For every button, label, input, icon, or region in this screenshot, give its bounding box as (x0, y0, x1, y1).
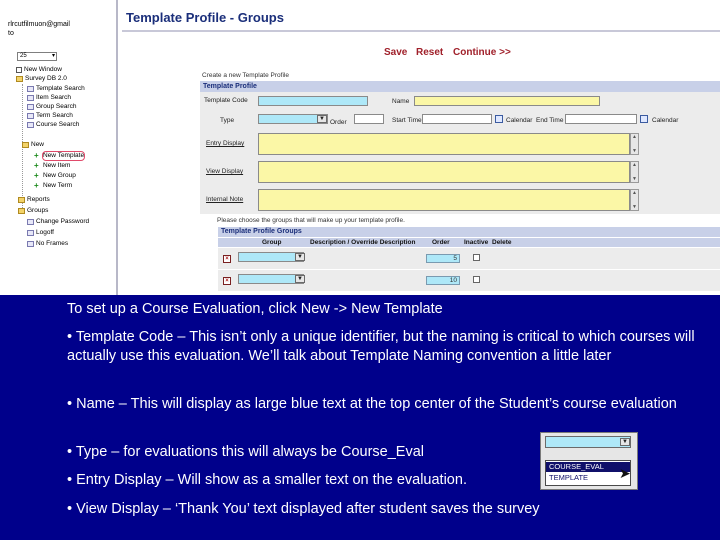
groups-caption: Please choose the groups that will make up your template profile. (217, 217, 405, 224)
column-inactive: Inactive (464, 239, 489, 246)
option-course-eval[interactable]: COURSE_EVAL (546, 462, 630, 472)
option-template[interactable]: TEMPLATE (549, 473, 589, 482)
tree-item-label: New Group (43, 172, 76, 179)
user-line-2: to (8, 30, 14, 37)
bullet-view-display: • View Display – ‘Thank You’ text displayed after student saves the survey (67, 501, 540, 517)
folder-open-icon (22, 142, 29, 148)
save-link[interactable]: Save (384, 47, 408, 58)
tree-item-label: Template Search (36, 85, 85, 92)
start-time-input[interactable] (422, 114, 492, 124)
chevron-down-icon[interactable]: ▼ (620, 438, 630, 446)
tree-item-label: New (31, 141, 45, 148)
order-input[interactable]: 10 (426, 276, 460, 285)
tree-item-new-window[interactable] (16, 66, 62, 74)
page-size-select[interactable]: 25 ▾ (17, 52, 57, 61)
plus-icon: + (34, 181, 39, 190)
tree-item-new[interactable] (22, 141, 44, 149)
tree-connector (22, 84, 23, 214)
tree-item-label: No Frames (36, 240, 69, 247)
type-select[interactable] (545, 436, 631, 448)
main-panel (118, 0, 720, 295)
tree-item-groups[interactable] (18, 207, 48, 215)
entry-display-label: Entry Display (206, 140, 245, 147)
column-description: Description / Override Description (310, 239, 416, 246)
view-display-textarea[interactable] (258, 161, 630, 183)
internal-note-label: Internal Note (206, 196, 244, 203)
tree-item-label: New Template (43, 152, 85, 159)
type-label: Type (220, 117, 235, 124)
search-page-icon (27, 86, 34, 92)
plus-icon: + (34, 171, 39, 180)
scrollbar[interactable] (630, 161, 639, 183)
tree-item-label: Change Password (36, 218, 90, 225)
groups-column-headers (218, 237, 720, 247)
tree-item-new-group[interactable] (34, 172, 76, 180)
entry-display-textarea[interactable] (258, 133, 630, 155)
continue-link[interactable]: Continue >> (453, 47, 511, 58)
order-input[interactable] (354, 114, 384, 124)
calendar-icon[interactable] (640, 115, 648, 123)
tree-item-term-search[interactable] (27, 112, 73, 120)
tree-item-course-search[interactable] (27, 121, 79, 129)
template-code-label: Template Code (204, 97, 248, 104)
tree-item-label: Group Search (36, 103, 77, 110)
tree-item-new-term[interactable] (34, 182, 72, 190)
tree-item-change-password[interactable] (27, 218, 89, 226)
page-title: Template Profile - Groups (126, 10, 284, 25)
type-dropdown-inset (540, 432, 638, 490)
plus-icon: + (34, 151, 39, 160)
user-line-1: rlrcutfilmuon@gmail (8, 21, 70, 28)
chevron-down-icon[interactable]: ▼ (317, 115, 327, 123)
search-page-icon (27, 95, 34, 101)
view-display-label: View Display (206, 168, 244, 175)
template-profile-header: Template Profile (200, 81, 720, 92)
bullet-entry-display: • Entry Display – Will show as a smaller text on the evaluation. (67, 472, 467, 488)
tree-item-label: Term Search (36, 112, 73, 119)
template-profile-form (200, 92, 720, 214)
table-row (218, 247, 720, 269)
calendar-label[interactable]: Calendar (652, 117, 679, 124)
name-label: Name (392, 98, 410, 105)
tree-item-label: Groups (27, 207, 49, 214)
tree-item-label: Item Search (36, 94, 72, 101)
title-divider (122, 30, 720, 32)
tree-item-survey-db[interactable] (16, 75, 67, 83)
table-row (218, 269, 720, 291)
tree-item-label: Survey DB 2.0 (25, 75, 67, 82)
bullet-type: • Type – for evaluations this will always be Course_Eval (67, 444, 425, 460)
calendar-icon[interactable] (495, 115, 503, 123)
tree-item-item-search[interactable] (27, 94, 71, 102)
tree-item-new-template[interactable] (34, 152, 84, 160)
column-group: Group (262, 239, 282, 246)
folder-icon (16, 76, 23, 82)
template-code-input[interactable] (258, 96, 368, 106)
bullet-name: • Name – This will display as large blue text at the top center of the Student’s course evaluation (67, 396, 677, 412)
tree-item-label: Course Search (36, 121, 80, 128)
inactive-checkbox[interactable] (473, 276, 480, 283)
search-page-icon (27, 113, 34, 119)
remove-row-icon[interactable]: × (223, 277, 231, 285)
folder-icon (18, 197, 25, 203)
inactive-checkbox[interactable] (473, 254, 480, 261)
logoff-icon (27, 230, 34, 236)
search-page-icon (27, 122, 34, 128)
tree-item-label: New Item (43, 162, 71, 169)
navigation-tree (0, 0, 118, 295)
scrollbar[interactable] (630, 133, 639, 155)
bullet-template-code: • Template Code – This isn’t only a unique identifier, but the naming is critical to which courses will actually use this evaluation. We’ll talk about Template Naming convention a little later (67, 329, 695, 364)
template-profile-groups-header: Template Profile Groups (218, 227, 720, 237)
intro-line: To set up a Course Evaluation, click New -> New Template (67, 301, 443, 317)
chevron-down-icon[interactable]: ▼ (295, 275, 305, 283)
tree-item-reports[interactable] (18, 196, 50, 204)
checkbox-icon (16, 67, 22, 73)
tree-item-label: New Window (24, 66, 62, 73)
name-input[interactable] (414, 96, 600, 106)
calendar-label[interactable]: Calendar (506, 117, 533, 124)
form-caption: Create a new Template Profile (202, 72, 289, 79)
mouse-pointer-icon: ➤ (619, 465, 631, 481)
tree-item-no-frames[interactable] (27, 240, 68, 248)
column-delete: Delete (492, 239, 512, 246)
tree-item-label: New Term (43, 182, 73, 189)
start-time-label: Start Time (392, 117, 422, 124)
end-time-input[interactable] (565, 114, 637, 124)
key-icon (27, 219, 34, 225)
order-label: Order (330, 119, 347, 126)
search-page-icon (27, 104, 34, 110)
tree-item-label: Logoff (36, 229, 54, 236)
internal-note-textarea[interactable] (258, 189, 630, 211)
chevron-down-icon[interactable]: ▼ (295, 253, 305, 261)
plus-icon: + (34, 161, 39, 170)
tree-item-label: Reports (27, 196, 50, 203)
user-info (8, 20, 70, 38)
remove-row-icon[interactable]: × (223, 255, 231, 263)
slide-text (0, 295, 720, 540)
tree-item-logoff[interactable] (27, 229, 54, 237)
scrollbar[interactable] (630, 189, 639, 211)
reset-link[interactable]: Reset (416, 47, 444, 58)
folder-icon (18, 208, 25, 214)
tree-item-new-item[interactable] (34, 162, 70, 170)
tree-item-template-search[interactable] (27, 85, 85, 93)
tree-item-group-search[interactable] (27, 103, 76, 111)
order-input[interactable]: 5 (426, 254, 460, 263)
column-order: Order (432, 239, 450, 246)
page-icon (27, 241, 34, 247)
end-time-label: End Time (536, 117, 564, 124)
